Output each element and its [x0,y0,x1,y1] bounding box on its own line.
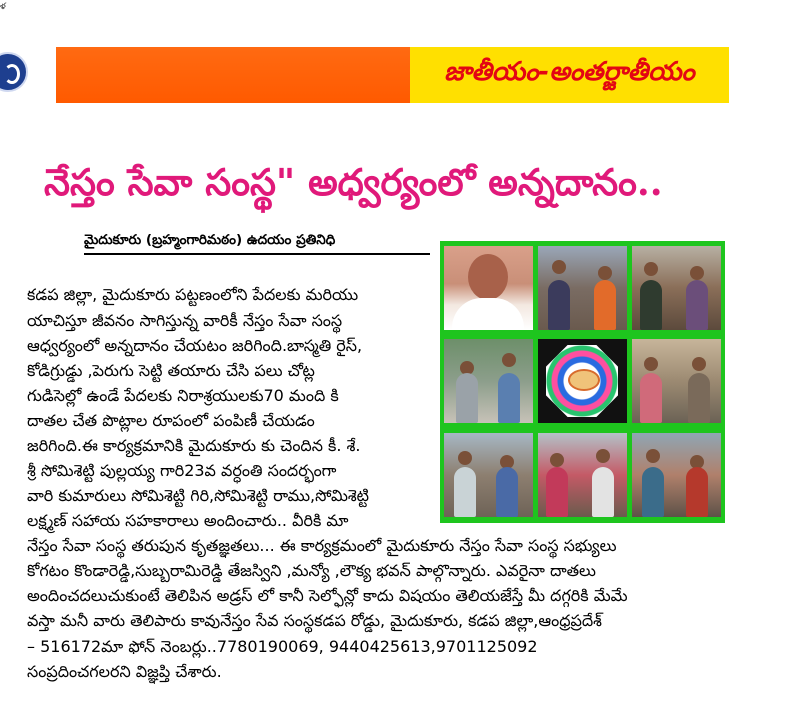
portrait-photo [444,246,533,330]
person-figure [686,280,708,330]
person-figure [686,467,708,517]
article-line: – 516172మా ఫోన్ నెంబర్లు..7780190069, 9440425613,9701125092 [27,637,538,656]
corner-text: ళ [0,2,6,12]
distribution-photo [538,246,627,330]
article-line: కడప జిల్లా, మైదుకూరు పట్టణంలోని పేదలకు మరియు [27,285,359,304]
article-line: వస్తా మనీ వారు తెలిపారు కావునేస్తం సేవ సంస్థకడప రోడ్డు, మైదుకూరు, కడప జిల్లా,ఆంధ్రప్రదేశ్ [27,611,602,630]
person-figure [688,373,710,423]
person-head [458,451,472,465]
person-figure [546,467,568,517]
person-head [598,266,612,280]
distribution-photo [632,246,721,330]
portrait-shirt [452,298,524,330]
person-figure [456,373,478,423]
person-head [550,453,564,467]
banner-orange-block [56,47,410,103]
article-line: దాతల చేత పొట్లాల రూపంలో పంపిణీ చేయడం [27,411,315,430]
article-line: సంప్రదించగలరని విజ్ఞప్తి చేశారు. [27,662,222,681]
person-figure [548,280,570,330]
article-line: గుడిసెల్లో ఉండే పేదలకు నిరాశ్రయులకు70 మంది కి [27,386,339,405]
portrait-face [468,254,508,300]
article-line: ఆధ్వర్యంలో అన్నదానం చేయటం జరిగింది.బాస్మతి రైస్, [27,336,363,355]
distribution-photo [538,433,627,517]
section-banner [56,47,729,103]
article-line: లక్ష్మణ్ సహాయ సహకారాలు అందించారు.. వీరికి మా [27,511,349,530]
article-line: అందించదలుచుకుంటే తెలిపిన అడ్రస్ లో కానీ సెల్ఫోన్లో కాదు విషయం తెలియజేస్తే మీ దగ్గరికి మేమే [27,586,628,605]
handshake-icon [568,369,600,391]
article-line: జరిగింది.ఈ కార్యక్రమానికి మైదుకూరు కు చెందిన కీ. శే. [27,436,361,455]
article-line: శ్రీ సోమిశెట్టి పుల్లయ్య గారి23వ వర్ధంతి సందర్భంగా [27,461,337,480]
person-figure [592,467,614,517]
article-line: యాచిస్తూ జీవనం సాగిస్తున్న వారికీ నేస్తం సేవా సంస్థ [27,311,343,330]
article-line: నేస్తం సేవా సంస్థ తరుపున కృతజ్ఞతలు... ఈ కార్యక్రమంలో మైదుకూరు నేస్తం సేవా సంస్థ సభ్యులు [27,536,617,555]
person-head [502,353,516,367]
article-line: కోగటం కొండారెడ్డి,సుబ్బరామిరెడ్డి తేజస్విని ,మన్యో ,లౌక్య భవన్ పాల్గొన్నారు. ఎవరైనా దాతలు [27,561,596,580]
article-byline: మైదుకూరు (బ్రహ్మంగారిమఠం) ఉదయం ప్రతినిధి [84,232,430,255]
distribution-photo [444,433,533,517]
person-figure [496,467,518,517]
photo-collage [440,241,725,523]
person-head [692,357,706,371]
person-head [644,357,658,371]
section-title: జాతీయం-అంతర్జాతీయం [444,57,695,87]
person-head [646,449,660,463]
person-head [690,266,704,280]
person-head [596,449,610,463]
person-head [644,262,658,276]
person-head [552,260,566,274]
person-figure [454,467,476,517]
person-figure [640,373,662,423]
person-figure [640,280,662,330]
organization-emblem [538,339,627,423]
article-line: వారి కుమారులు సోమిశెట్టి గిరి,సోమిశెట్టి రాము,సోమిశెట్టి [27,486,370,505]
person-figure [594,280,616,330]
distribution-photo [632,433,721,517]
banner-yellow-block [410,47,729,103]
distribution-photo [444,339,533,423]
article-line: కోడిగ్రుడ్డు ,పెరుగు సెట్టి తయారు చేసి పలు చోట్ల [27,361,315,380]
article-headline: నేస్తం సేవా సంస్థ" అధ్వర్యంలో అన్నదానం.. [44,160,663,204]
person-figure [498,373,520,423]
publication-logo [0,52,28,92]
distribution-photo [632,339,721,423]
person-figure [642,467,664,517]
